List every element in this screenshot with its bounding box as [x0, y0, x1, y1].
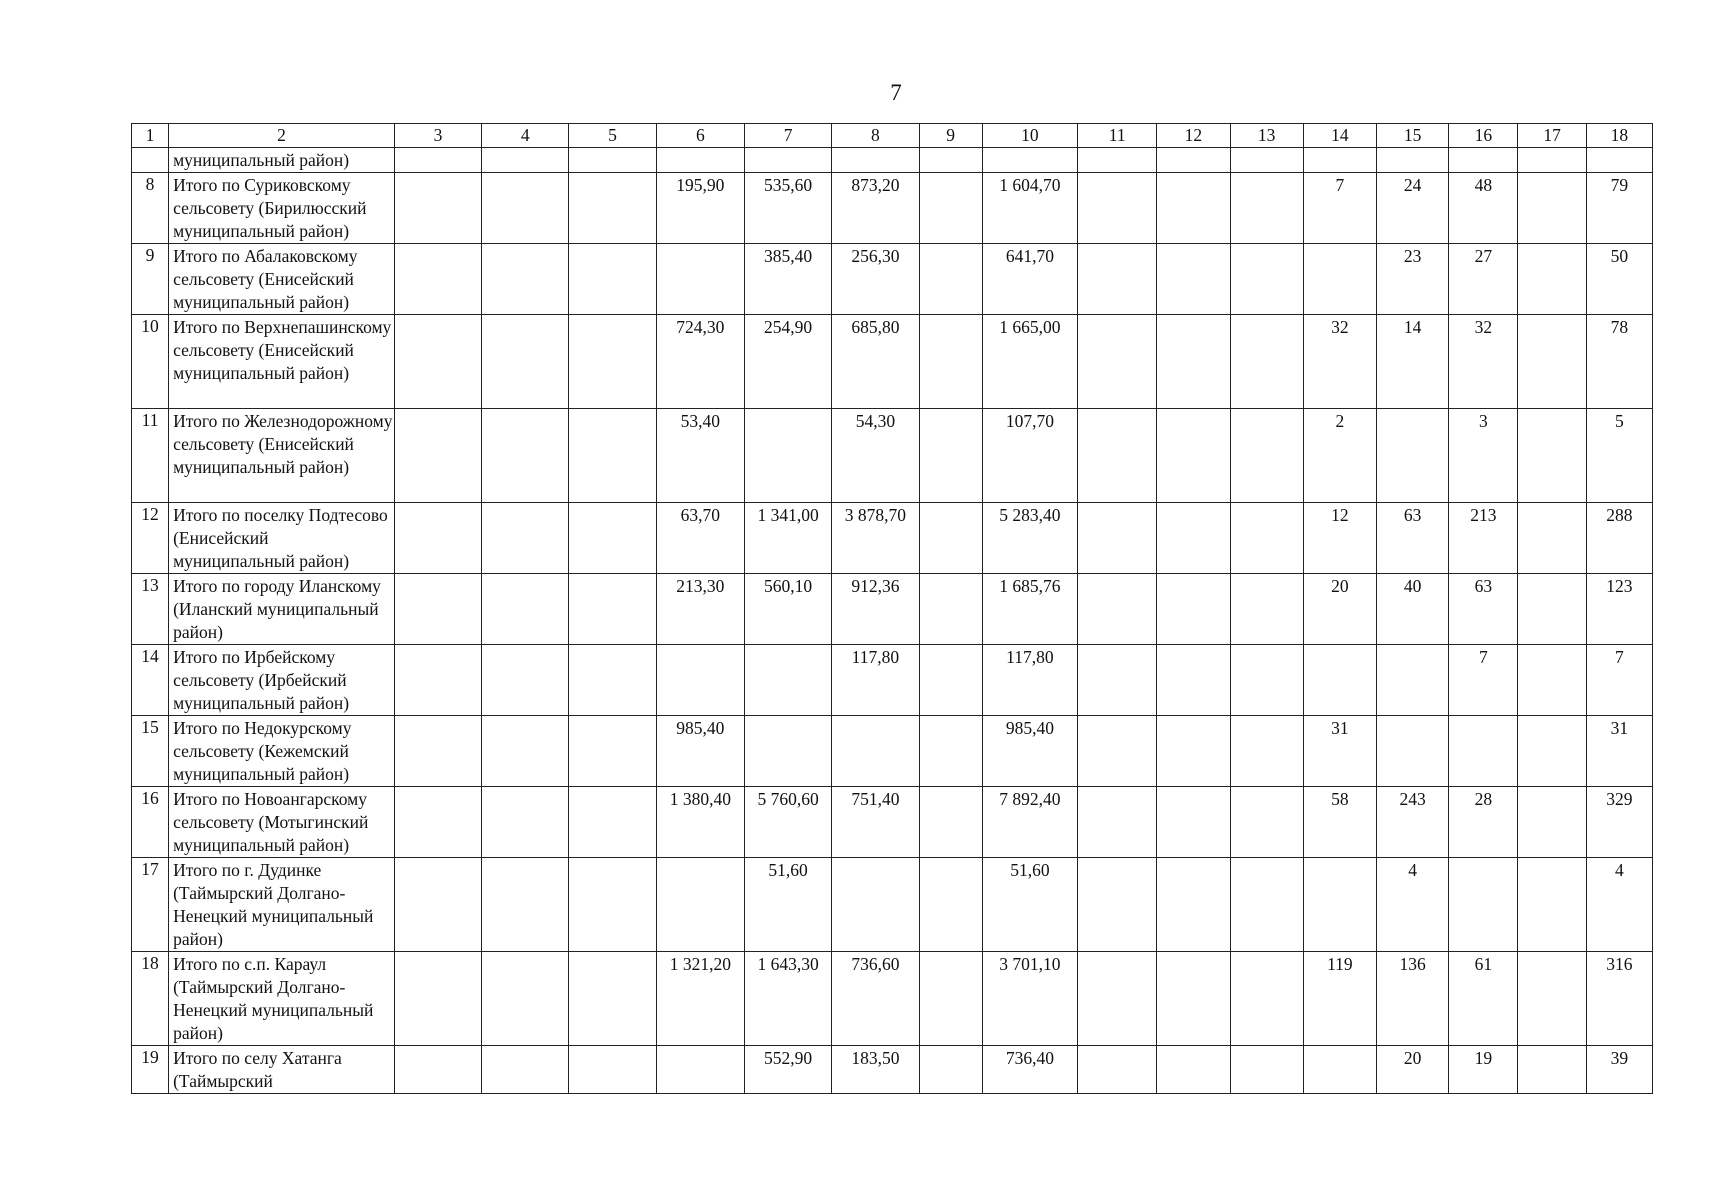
value-cell	[1518, 315, 1586, 409]
value-cell	[569, 787, 656, 858]
value-cell	[1078, 1046, 1157, 1094]
value-cell: 32	[1303, 315, 1376, 409]
value-cell: 5 283,40	[982, 503, 1077, 574]
value-cell	[569, 858, 656, 952]
table-row	[132, 409, 1653, 503]
value-cell: 254,90	[744, 315, 831, 409]
row-number-cell: 14	[132, 645, 169, 716]
value-cell	[1586, 148, 1652, 173]
value-cell	[919, 1046, 982, 1094]
value-cell: 79	[1586, 173, 1652, 244]
table-row	[132, 952, 1653, 1046]
value-cell	[1518, 503, 1586, 574]
value-cell	[394, 1046, 481, 1094]
value-cell	[482, 952, 569, 1046]
value-cell: 736,60	[832, 952, 919, 1046]
value-cell	[569, 315, 656, 409]
value-cell: 28	[1449, 787, 1518, 858]
value-cell: 985,40	[656, 716, 744, 787]
value-cell: 641,70	[982, 244, 1077, 315]
value-cell: 31	[1303, 716, 1376, 787]
value-cell: 5	[1586, 409, 1652, 503]
value-cell	[1157, 315, 1230, 409]
value-cell	[1157, 645, 1230, 716]
value-cell	[1230, 1046, 1303, 1094]
value-cell	[1157, 952, 1230, 1046]
value-cell	[1230, 574, 1303, 645]
row-number-cell: 11	[132, 409, 169, 503]
value-cell: 27	[1449, 244, 1518, 315]
value-cell: 54,30	[832, 409, 919, 503]
value-cell: 385,40	[744, 244, 831, 315]
value-cell: 1 341,00	[744, 503, 831, 574]
value-cell	[1518, 787, 1586, 858]
column-number-header: 2	[169, 124, 395, 148]
row-number-cell: 17	[132, 858, 169, 952]
value-cell: 61	[1449, 952, 1518, 1046]
value-cell	[1157, 787, 1230, 858]
value-cell: 39	[1586, 1046, 1652, 1094]
value-cell	[744, 716, 831, 787]
value-cell	[394, 952, 481, 1046]
value-cell	[569, 503, 656, 574]
value-cell: 12	[1303, 503, 1376, 574]
value-cell	[1230, 173, 1303, 244]
value-cell	[482, 173, 569, 244]
value-cell	[1449, 716, 1518, 787]
value-cell	[832, 148, 919, 173]
value-cell	[1518, 716, 1586, 787]
value-cell	[1518, 173, 1586, 244]
value-cell	[394, 645, 481, 716]
value-cell: 58	[1303, 787, 1376, 858]
value-cell	[394, 787, 481, 858]
value-cell: 7	[1586, 645, 1652, 716]
value-cell: 1 643,30	[744, 952, 831, 1046]
value-cell: 912,36	[832, 574, 919, 645]
value-cell	[569, 952, 656, 1046]
value-cell: 3	[1449, 409, 1518, 503]
value-cell: 1 604,70	[982, 173, 1077, 244]
value-cell: 48	[1449, 173, 1518, 244]
value-cell	[1449, 148, 1518, 173]
value-cell: 243	[1377, 787, 1449, 858]
value-cell: 51,60	[744, 858, 831, 952]
value-cell: 119	[1303, 952, 1376, 1046]
column-number-header: 15	[1377, 124, 1449, 148]
value-cell	[1230, 645, 1303, 716]
row-name-cell: Итого по Недокурскому сельсовету (Кежемский муниципальный район)	[169, 716, 395, 787]
value-cell	[1078, 716, 1157, 787]
value-cell	[1518, 952, 1586, 1046]
column-number-header: 5	[569, 124, 656, 148]
row-number-cell: 8	[132, 173, 169, 244]
column-number-header: 8	[832, 124, 919, 148]
value-cell	[1518, 409, 1586, 503]
column-number-header: 7	[744, 124, 831, 148]
table-row	[132, 173, 1653, 244]
value-cell	[569, 244, 656, 315]
value-cell	[1078, 574, 1157, 645]
column-number-header: 1	[132, 124, 169, 148]
value-cell	[832, 716, 919, 787]
value-cell	[482, 1046, 569, 1094]
value-cell	[394, 148, 481, 173]
value-cell: 123	[1586, 574, 1652, 645]
value-cell	[1303, 858, 1376, 952]
table-row	[132, 645, 1653, 716]
value-cell	[919, 952, 982, 1046]
value-cell: 7 892,40	[982, 787, 1077, 858]
value-cell	[569, 1046, 656, 1094]
value-cell: 3 701,10	[982, 952, 1077, 1046]
value-cell	[1078, 952, 1157, 1046]
value-cell	[1303, 244, 1376, 315]
value-cell: 50	[1586, 244, 1652, 315]
value-cell	[569, 409, 656, 503]
row-number-cell: 12	[132, 503, 169, 574]
row-name-cell: Итого по поселку Подтесово (Енисейский муниципальный район)	[169, 503, 395, 574]
value-cell	[1078, 409, 1157, 503]
value-cell	[1230, 787, 1303, 858]
row-name-cell: Итого по Суриковскому сельсовету (Бирилюсский муниципальный район)	[169, 173, 395, 244]
value-cell: 183,50	[832, 1046, 919, 1094]
value-cell: 685,80	[832, 315, 919, 409]
value-cell	[482, 716, 569, 787]
column-number-header: 9	[919, 124, 982, 148]
value-cell	[394, 858, 481, 952]
value-cell	[1377, 645, 1449, 716]
column-number-header: 11	[1078, 124, 1157, 148]
value-cell: 4	[1586, 858, 1652, 952]
value-cell: 288	[1586, 503, 1652, 574]
value-cell	[569, 574, 656, 645]
value-cell	[1078, 315, 1157, 409]
value-cell: 1 380,40	[656, 787, 744, 858]
value-cell	[656, 244, 744, 315]
value-cell: 31	[1586, 716, 1652, 787]
value-cell	[1157, 148, 1230, 173]
row-name-cell: Итого по Верхнепашинскому сельсовету (Енисейский муниципальный район)	[169, 315, 395, 409]
value-cell	[656, 645, 744, 716]
value-cell	[919, 858, 982, 952]
value-cell	[1230, 952, 1303, 1046]
column-number-header: 18	[1586, 124, 1652, 148]
table-row	[132, 716, 1653, 787]
row-name-cell: муниципальный район)	[169, 148, 395, 173]
value-cell	[1078, 244, 1157, 315]
value-cell: 985,40	[982, 716, 1077, 787]
value-cell	[1157, 409, 1230, 503]
row-number-cell: 19	[132, 1046, 169, 1094]
value-cell	[1230, 315, 1303, 409]
value-cell: 136	[1377, 952, 1449, 1046]
value-cell	[656, 148, 744, 173]
column-number-header: 10	[982, 124, 1077, 148]
column-number-header: 4	[482, 124, 569, 148]
row-number-cell: 10	[132, 315, 169, 409]
value-cell	[919, 244, 982, 315]
data-table	[131, 123, 1653, 1094]
value-cell	[482, 148, 569, 173]
value-cell	[1157, 716, 1230, 787]
value-cell	[919, 409, 982, 503]
row-name-cell: Итого по городу Иланскому (Иланский муниципальный район)	[169, 574, 395, 645]
value-cell: 19	[1449, 1046, 1518, 1094]
table-header-row	[132, 124, 1653, 148]
value-cell	[1230, 858, 1303, 952]
value-cell: 107,70	[982, 409, 1077, 503]
value-cell	[1377, 716, 1449, 787]
value-cell	[394, 716, 481, 787]
row-number-cell: 9	[132, 244, 169, 315]
value-cell: 117,80	[832, 645, 919, 716]
value-cell	[1230, 503, 1303, 574]
value-cell	[1518, 148, 1586, 173]
value-cell	[569, 148, 656, 173]
value-cell	[982, 148, 1077, 173]
value-cell: 195,90	[656, 173, 744, 244]
value-cell	[744, 409, 831, 503]
value-cell	[1157, 1046, 1230, 1094]
value-cell: 736,40	[982, 1046, 1077, 1094]
value-cell	[394, 409, 481, 503]
value-cell: 213	[1449, 503, 1518, 574]
value-cell: 1 685,76	[982, 574, 1077, 645]
value-cell	[919, 716, 982, 787]
value-cell: 1 321,20	[656, 952, 744, 1046]
value-cell	[1518, 645, 1586, 716]
value-cell	[1518, 244, 1586, 315]
value-cell	[656, 858, 744, 952]
value-cell	[919, 645, 982, 716]
value-cell	[569, 173, 656, 244]
value-cell	[1449, 858, 1518, 952]
value-cell: 5 760,60	[744, 787, 831, 858]
row-number-cell: 13	[132, 574, 169, 645]
value-cell: 20	[1377, 1046, 1449, 1094]
value-cell	[1078, 858, 1157, 952]
value-cell: 873,20	[832, 173, 919, 244]
row-name-cell: Итого по Абалаковскому сельсовету (Енисейский муниципальный район)	[169, 244, 395, 315]
value-cell	[394, 503, 481, 574]
value-cell	[1518, 574, 1586, 645]
value-cell: 552,90	[744, 1046, 831, 1094]
value-cell: 213,30	[656, 574, 744, 645]
value-cell: 7	[1449, 645, 1518, 716]
value-cell	[919, 787, 982, 858]
table-row	[132, 858, 1653, 952]
row-name-cell: Итого по селу Хатанга (Таймырский	[169, 1046, 395, 1094]
value-cell	[1303, 1046, 1376, 1094]
value-cell: 117,80	[982, 645, 1077, 716]
value-cell: 63	[1377, 503, 1449, 574]
value-cell	[1078, 148, 1157, 173]
value-cell	[919, 173, 982, 244]
value-cell: 23	[1377, 244, 1449, 315]
row-name-cell: Итого по г. Дудинке (Таймырский Долгано-Ненецкий муниципальный район)	[169, 858, 395, 952]
column-number-header: 17	[1518, 124, 1586, 148]
value-cell: 20	[1303, 574, 1376, 645]
value-cell	[1078, 787, 1157, 858]
value-cell	[919, 315, 982, 409]
table-row	[132, 574, 1653, 645]
value-cell	[482, 858, 569, 952]
value-cell	[1157, 574, 1230, 645]
value-cell	[482, 574, 569, 645]
value-cell: 329	[1586, 787, 1652, 858]
value-cell	[569, 716, 656, 787]
row-number-cell: 16	[132, 787, 169, 858]
value-cell	[832, 858, 919, 952]
row-number-cell: 15	[132, 716, 169, 787]
value-cell	[919, 574, 982, 645]
value-cell	[1078, 173, 1157, 244]
value-cell: 40	[1377, 574, 1449, 645]
value-cell	[1230, 244, 1303, 315]
value-cell	[1303, 645, 1376, 716]
column-number-header: 6	[656, 124, 744, 148]
value-cell	[394, 574, 481, 645]
value-cell: 535,60	[744, 173, 831, 244]
value-cell: 24	[1377, 173, 1449, 244]
row-name-cell: Итого по Новоангарскому сельсовету (Мотыгинский муниципальный район)	[169, 787, 395, 858]
value-cell: 7	[1303, 173, 1376, 244]
row-name-cell: Итого по с.п. Караул (Таймырский Долгано-Ненецкий муниципальный район)	[169, 952, 395, 1046]
value-cell	[394, 173, 481, 244]
value-cell	[1157, 503, 1230, 574]
value-cell: 316	[1586, 952, 1652, 1046]
value-cell	[1377, 148, 1449, 173]
value-cell	[482, 787, 569, 858]
value-cell	[744, 645, 831, 716]
value-cell	[1157, 173, 1230, 244]
table-row	[132, 315, 1653, 409]
column-number-header: 3	[394, 124, 481, 148]
table-row	[132, 787, 1653, 858]
value-cell	[482, 315, 569, 409]
value-cell	[1377, 409, 1449, 503]
value-cell	[1157, 244, 1230, 315]
row-number-cell	[132, 148, 169, 173]
column-number-header: 16	[1449, 124, 1518, 148]
value-cell: 51,60	[982, 858, 1077, 952]
value-cell: 2	[1303, 409, 1376, 503]
value-cell	[394, 244, 481, 315]
value-cell	[744, 148, 831, 173]
value-cell: 256,30	[832, 244, 919, 315]
value-cell	[482, 645, 569, 716]
row-number-cell: 18	[132, 952, 169, 1046]
column-number-header: 14	[1303, 124, 1376, 148]
column-number-header: 13	[1230, 124, 1303, 148]
value-cell	[1518, 858, 1586, 952]
row-name-cell: Итого по Ирбейскому сельсовету (Ирбейский муниципальный район)	[169, 645, 395, 716]
value-cell: 14	[1377, 315, 1449, 409]
page-number: 7	[890, 80, 902, 105]
value-cell: 560,10	[744, 574, 831, 645]
table-row	[132, 503, 1653, 574]
value-cell: 4	[1377, 858, 1449, 952]
column-number-header: 12	[1157, 124, 1230, 148]
value-cell: 63	[1449, 574, 1518, 645]
value-cell	[482, 503, 569, 574]
value-cell	[569, 645, 656, 716]
table-row	[132, 148, 1653, 173]
row-name-cell: Итого по Железнодорожному сельсовету (Енисейский муниципальный район)	[169, 409, 395, 503]
value-cell	[656, 1046, 744, 1094]
value-cell: 3 878,70	[832, 503, 919, 574]
value-cell	[1230, 409, 1303, 503]
value-cell	[1078, 503, 1157, 574]
value-cell	[394, 315, 481, 409]
value-cell: 53,40	[656, 409, 744, 503]
value-cell	[1157, 858, 1230, 952]
value-cell	[919, 503, 982, 574]
value-cell: 724,30	[656, 315, 744, 409]
value-cell	[1078, 645, 1157, 716]
value-cell	[1518, 1046, 1586, 1094]
value-cell	[482, 244, 569, 315]
value-cell	[482, 409, 569, 503]
value-cell: 63,70	[656, 503, 744, 574]
value-cell: 78	[1586, 315, 1652, 409]
value-cell	[1230, 148, 1303, 173]
value-cell	[1230, 716, 1303, 787]
value-cell: 751,40	[832, 787, 919, 858]
table-row	[132, 1046, 1653, 1094]
value-cell	[919, 148, 982, 173]
table-row	[132, 244, 1653, 315]
value-cell: 1 665,00	[982, 315, 1077, 409]
value-cell	[1303, 148, 1376, 173]
value-cell: 32	[1449, 315, 1518, 409]
